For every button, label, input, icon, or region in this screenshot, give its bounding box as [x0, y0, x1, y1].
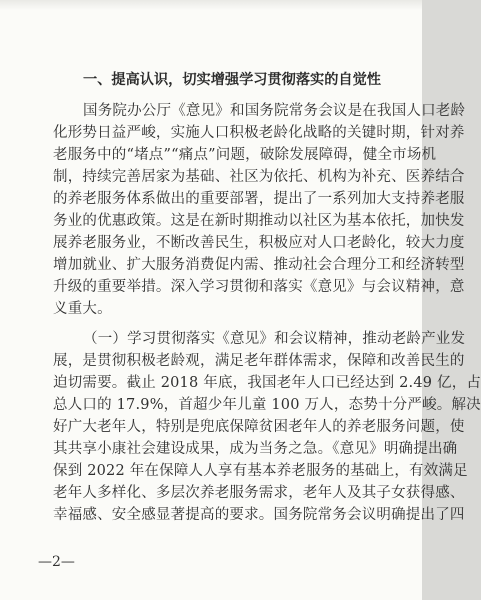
paragraph-1: [53, 100, 466, 320]
paragraph-line: 展养老服务业，不断改善民生，积极应对人口老龄化，较大力度: [53, 235, 465, 251]
paragraph-line: 好广大老年人，特别是兜底保障贫困老年人的养老服务问题，使: [53, 419, 465, 435]
section-heading: 一、提高认识，切实增强学习贯彻落实的自觉性: [83, 72, 381, 88]
paragraph-line: 老服务中的“堵点”“痛点”问题，破除发展障碍，健全市场机: [53, 147, 437, 163]
document-content: [53, 70, 481, 526]
paragraph-line: 其共享小康社会建设成果，成为当务之急。《意见》明确提出确: [53, 441, 458, 457]
paragraph-line: 展，是贯彻积极老龄观，满足老年群体需求，保障和改善民生的: [53, 353, 465, 369]
paragraph-line: 保到 2022 年在保障人人享有基本养老服务的基础上，有效满足: [53, 463, 468, 479]
paragraph-line: 老年人多样化、多层次养老服务需求，老年人及其子女获得感、: [53, 485, 465, 501]
paragraph-line: 总人口的 17.9%，首超少年儿童 100 万人，态势十分严峻。解决: [53, 397, 481, 413]
paragraph-line: 国务院办公厅《意见》和国务院常务会议是在我国人口老龄: [83, 103, 466, 119]
paragraph-gap: [53, 320, 385, 328]
paragraph-line: 务业的优惠政策。这是在新时期推动以社区为基本依托，加快发: [53, 213, 465, 229]
paragraph-2: [53, 328, 481, 526]
paragraph-line: 化形势日益严峻，实施人口积极老龄化战略的关键时期，针对养: [53, 125, 465, 141]
paragraph-line: 迫切需要。截止 2018 年底，我国老年人口已经达到 2.49 亿，占: [53, 375, 481, 391]
paragraph-line: 的养老服务体系做出的重要部署，提出了一系列加大支持养老服: [53, 191, 465, 207]
scan-top-shadow: [0, 0, 422, 10]
paragraph-line: 升级的重要举措。深入学习贯彻和落实《意见》与会议精神，意: [53, 279, 465, 295]
paragraph-line: 义重大。: [53, 301, 112, 317]
page-number: —2—: [38, 554, 75, 570]
paragraph-line: 幸福感、安全感显著提高的要求。国务院常务会议明确提出了四: [53, 507, 465, 523]
paragraph-line: 增加就业、扩大服务消费促内需、推动社会合理分工和经济转型: [53, 257, 465, 273]
paragraph-line: （一）学习贯彻落实《意见》和会议精神，推动老龄产业发: [83, 331, 466, 347]
paragraph-line: 制，持续完善居家为基础、社区为依托、机构为补充、医养结合: [53, 169, 465, 185]
